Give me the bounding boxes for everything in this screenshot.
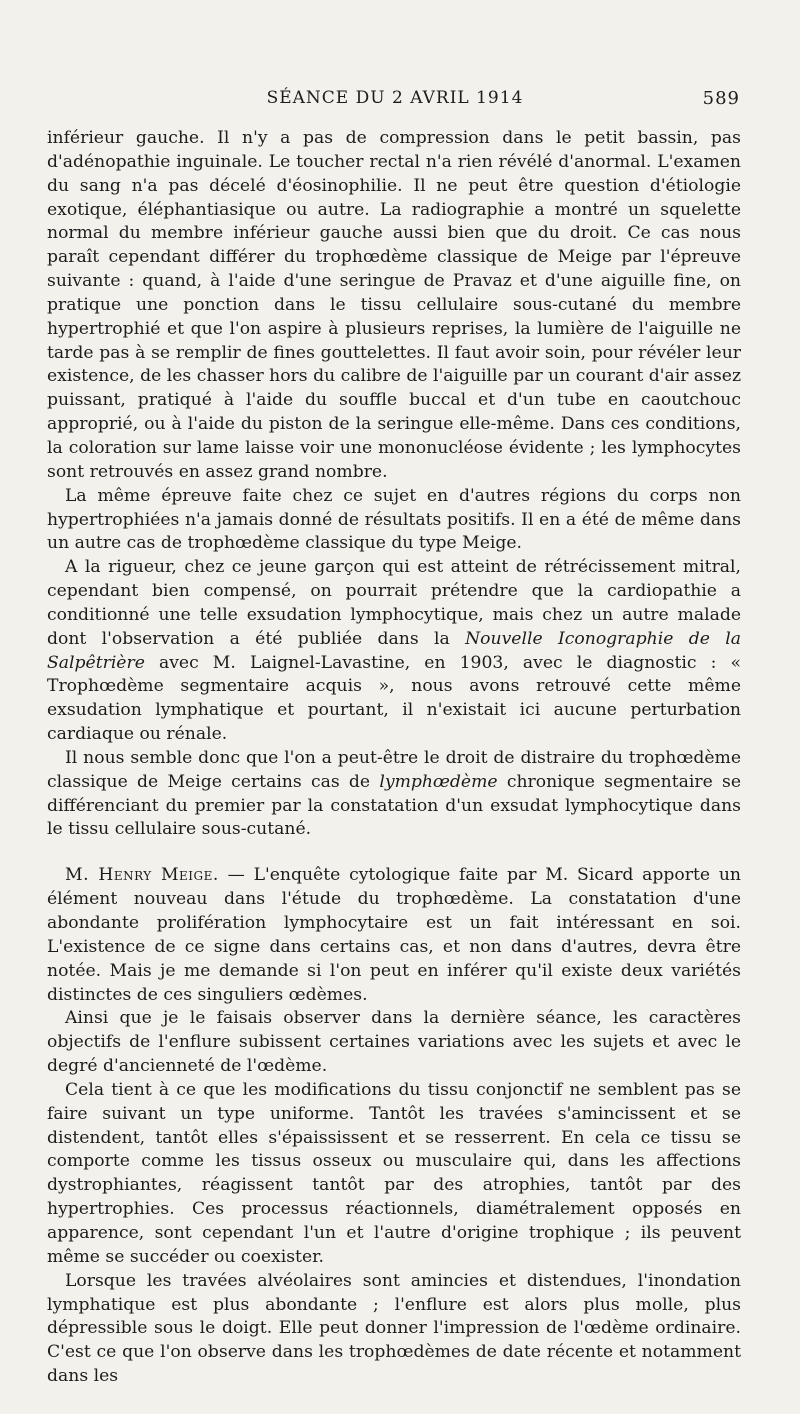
italic-term: lymphœdème xyxy=(379,771,498,792)
paragraph: La même épreuve faite chez ce sujet en d'autres régions du corps non hypertrophiées n'a jamais donné de résultats positifs. Il en a été de même dans un autre cas de trophœdème classique du type Meige. xyxy=(47,485,741,554)
paragraph-text: Il nous semble donc que l'on a peut-être le droit de distraire du trophœdème classique de Meige certains cas de xyxy=(47,747,741,792)
paragraph: Ainsi que je le faisais observer dans la dernière séance, les caractères objectifs de l'enflure subissent certaines variations avec les sujets et avec le degré d'ancienneté de l'œdème. xyxy=(47,1008,741,1077)
paragraph: Lorsque les travées alvéolaires sont amincies et distendues, l'inondation lymphatique est plus abondante ; l'enflure est alors plus molle, plus dépressible sous le doigt. Elle peut donner l'impression de l'œdème ordinaire. C'est ce que l'on observe dans les trophœdèmes de date récente et notamment dans les xyxy=(47,1270,741,1387)
running-title: SÉANCE DU 2 AVRIL 1914 xyxy=(266,88,524,108)
paragraph-text: avec M. Laignel-Lavastine, en 1903, avec le diagnostic : « Trophœdème segmentaire acquis », nous avons retrouvé cette même exsudation lymphatique et pourtant, il n'existait ici aucune perturbation cardiaque ou rénale. xyxy=(47,652,741,745)
paragraph-speaker xyxy=(47,864,741,1007)
body-text xyxy=(47,127,741,1389)
speaker-name: M. Henry Meige. xyxy=(65,865,219,886)
paragraph-text: A la rigueur, chez ce jeune garçon qui est atteint de rétrécissement mitral, cependant bien compensé, on pourrait prétendre que la cardiopathie a conditionné une telle exsudation lymphocytique, mais chez un autre malade dont l'observation a été publiée dans la xyxy=(47,557,741,649)
journal-title: Nouvelle Iconographie de la Salpêtrière xyxy=(47,628,742,673)
paragraph xyxy=(47,556,741,747)
paragraph-continuation: inférieur gauche. Il n'y a pas de compression dans le petit bassin, pas d'adénopathie inguinale. Le toucher rectal n'a rien révélé d'anormal. L'examen du sang n'a pas décelé d'éosinophilie. Il ne peut être question d'étiologie exotique, éléphantiasique ou autre. La radiographie a montré un squelette normal du membre inférieur gauche aussi bien que du droit. Ce cas nous paraît cependant différer du trophœdème classique de Meige par l'épreuve suivante : quand, à l'aide d'une seringue de Pravaz et d'une aiguille fine, on pratique une ponction dans le tissu cellulaire sous-cutané du membre hypertrophié et que l'on aspire à plusieurs reprises, la lumière de l'aiguille ne tarde pas à se remplir de fines gouttelettes. Il faut avoir soin, pour révéler leur existence, de les chasser hors du calibre de l'aiguille par un courant d'air assez puissant, pratiqué à l'aide du souffle buccal et d'un tube en caoutchouc approprié, ou à l'aide du piston de la seringue elle-même. Dans ces conditions, la coloration sur lame laisse voir une mononucléose évidente ; les lymphocytes sont retrouvés en assez grand nombre. xyxy=(47,128,741,482)
running-head xyxy=(50,88,740,112)
paragraph: Cela tient à ce que les modifications du tissu conjonctif ne semblent pas se faire suivant un type uniforme. Tantôt les travées s'amincissent et se distendent, tantôt elles s'épaississent et se resserrent. En cela ce tissu se comporte comme les tissus osseux ou musculaire qui, dans les affections dystrophiantes, réagissent tantôt par des atrophies, tantôt par des hypertrophies. Ces processus réactionnels, diamétralement opposés en apparence, sont cependant l'un et l'autre d'origine trophique ; ils peuvent même se succéder ou coexister. xyxy=(47,1079,741,1267)
paragraph xyxy=(47,747,741,842)
paragraph-text: chronique segmentaire se différenciant du premier par la constatation d'un exsudat lymphocytique dans le tissu cellulaire sous-cutané. xyxy=(47,771,741,840)
paragraph-text: — L'enquête cytologique faite par M. Sicard apporte un élément nouveau dans l'étude du trophœdème. La constatation d'une abondante prolifération lymphocytaire est un fait intéressant en soi. L'existence de ce signe dans certains cas, et non dans d'autres, devra être notée. Mais je me demande si l'on peut en inférer qu'il existe deux variétés distinctes de ces singuliers œdèmes. xyxy=(47,865,741,1005)
page-number: 589 xyxy=(702,88,740,109)
